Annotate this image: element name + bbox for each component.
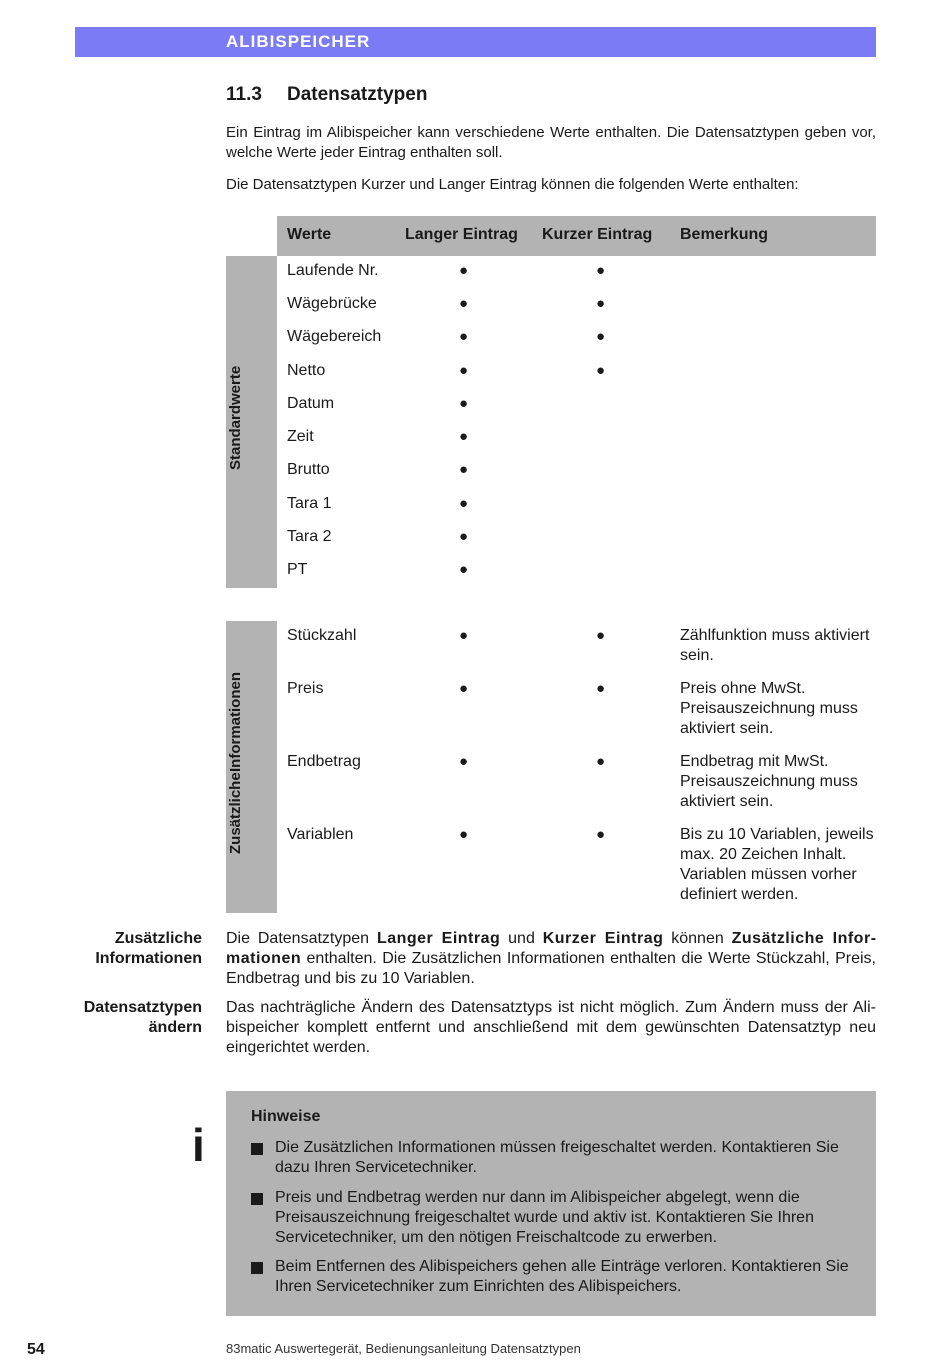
table-row-name: Variablen	[287, 826, 354, 843]
table-row-note: Preis ohne MwSt. Preisauszeichnung muss aktiviert sein.	[680, 680, 858, 737]
table-row-name: Endbetrag	[287, 753, 361, 770]
dot-langer: ●	[459, 826, 469, 843]
side-label-zusatz	[40, 929, 202, 969]
group-zusatz-text-2: Informationen	[227, 672, 244, 773]
zusatz-bold-langer: Langer Eintrag	[376, 930, 501, 947]
section-number: 11.3	[226, 84, 262, 105]
dot-langer: ●	[459, 495, 469, 512]
footer-text: 83matic Auswertegerät, Bedienungsanleitung Datensatztypen	[226, 1341, 581, 1356]
intro-paragraph-2: Die Datensatztypen Kurzer und Langer Eintrag können die folgenden Werte enthalten:	[226, 176, 799, 193]
zusatz-bold-info: Zusätzliche Informationen	[226, 930, 877, 967]
zusatz-paragraph	[226, 929, 876, 989]
table-row-name: Zeit	[287, 428, 314, 445]
side-label-zusatz-line2: Informationen	[95, 950, 202, 967]
square-bullet-icon	[251, 1193, 263, 1205]
chapter-header-bar	[75, 27, 876, 57]
table-row-name: Datum	[287, 395, 335, 412]
table-row-name: PT	[287, 561, 308, 578]
zusatz-text-1: Die Datensatztypen	[226, 930, 377, 947]
table-row-name: Preis	[287, 680, 324, 697]
table-row-name: Wägebrücke	[287, 295, 377, 312]
zusatz-text-4: enthalten. Die Zusätzlichen Informationen enthalten die Werte Stückzahl, Preis, Endbetrag und bis zu 10 Variablen.	[226, 950, 876, 987]
table-row-name: Stückzahl	[287, 627, 357, 644]
dot-kurzer: ●	[596, 826, 606, 843]
dot-langer: ●	[459, 461, 469, 478]
dot-kurzer: ●	[596, 328, 606, 345]
group-zusatz-bar	[226, 621, 277, 913]
side-label-aendern-line2: ändern	[148, 1019, 202, 1036]
group-standardwerte-bar	[226, 256, 277, 588]
table-row-name: Tara 2	[287, 528, 332, 545]
table-row-name: Brutto	[287, 461, 330, 478]
zusatz-text-2: und	[500, 930, 543, 947]
dot-kurzer: ●	[596, 295, 606, 312]
group-zusatz-label	[226, 623, 277, 903]
chapter-title: ALIBISPEICHER	[226, 32, 371, 51]
group-standardwerte-text: Standardwerte	[227, 365, 244, 471]
dot-kurzer: ●	[596, 362, 606, 379]
dot-kurzer: ●	[596, 627, 606, 644]
table-row-note: Bis zu 10 Variablen, jeweils max. 20 Zeichen Inhalt. Variablen müssen vorher definiert werden.	[680, 826, 874, 903]
aendern-paragraph: Das nachträgliche Ändern des Datensatztyps ist nicht möglich. Zum Ändern muss der Alibispeicher komplett entfernt und anschließend mit dem gewünschten Datensatztyp neu eingerichtet werden.	[226, 999, 876, 1056]
table-row-note: Endbetrag mit MwSt. Preisauszeichnung muss aktiviert sein.	[680, 753, 858, 810]
table-header-row	[277, 216, 876, 256]
dot-langer: ●	[459, 528, 469, 545]
table-header-kurzer: Kurzer Eintrag	[542, 226, 653, 243]
table-row-name: Wägebereich	[287, 328, 382, 345]
hints-title: Hinweise	[251, 1108, 321, 1125]
dot-langer: ●	[459, 561, 469, 578]
table-row-name: Laufende Nr.	[287, 262, 379, 279]
info-icon: i	[192, 1119, 205, 1171]
hints-box	[226, 1091, 876, 1316]
dot-kurzer: ●	[596, 262, 606, 279]
dot-langer: ●	[459, 680, 469, 697]
hint-text: Die Zusätzlichen Informationen müssen freigeschaltet werden. Kontaktieren Sie dazu Ihren Servicetechniker.	[275, 1139, 839, 1176]
dot-kurzer: ●	[596, 753, 606, 770]
dot-langer: ●	[459, 295, 469, 312]
table-header-langer: Langer Eintrag	[405, 226, 518, 243]
group-zusatz-text-1: Zusätzliche	[227, 772, 244, 854]
zusatz-text-3: können	[663, 930, 732, 947]
dot-langer: ●	[459, 395, 469, 412]
side-label-zusatz-line1: Zusätzliche	[114, 930, 202, 947]
side-label-aendern	[40, 998, 202, 1038]
hint-text: Preis und Endbetrag werden nur dann im Alibispeicher abgelegt, wenn die Preisauszeichnung freigeschaltet wurde und aktiv ist. Kontaktieren Sie Ihren Servicetechniker, um den nötigen Freischaltcode zu erwerben.	[275, 1189, 814, 1246]
square-bullet-icon	[251, 1262, 263, 1274]
dot-kurzer: ●	[596, 680, 606, 697]
dot-langer: ●	[459, 262, 469, 279]
intro-paragraph-1: Ein Eintrag im Alibispeicher kann verschiedene Werte enthalten. Die Datensatztypen geben vor, welche Werte jeder Eintrag enthalten soll.	[226, 124, 876, 161]
table-row-note: Zählfunktion muss aktiviert sein.	[680, 627, 870, 664]
section-title: Datensatztypen	[287, 84, 428, 105]
group-standardwerte-label	[226, 258, 277, 578]
dot-langer: ●	[459, 428, 469, 445]
dot-langer: ●	[459, 328, 469, 345]
dot-langer: ●	[459, 362, 469, 379]
page-number: 54	[27, 1341, 45, 1358]
table-header-werte: Werte	[287, 226, 332, 243]
table-row-name: Tara 1	[287, 495, 332, 512]
dot-langer: ●	[459, 627, 469, 644]
zusatz-bold-kurzer: Kurzer Eintrag	[542, 930, 664, 947]
dot-langer: ●	[459, 753, 469, 770]
square-bullet-icon	[251, 1143, 263, 1155]
hint-text: Beim Entfernen des Alibispeichers gehen alle Einträge verloren. Kontaktieren Sie Ihren Servicetechniker zum Einrichten des Alibispeichers.	[275, 1258, 849, 1295]
side-label-aendern-line1: Datensatztypen	[83, 999, 202, 1016]
table-row-name: Netto	[287, 362, 326, 379]
table-header-bemerkung: Bemerkung	[680, 226, 769, 243]
